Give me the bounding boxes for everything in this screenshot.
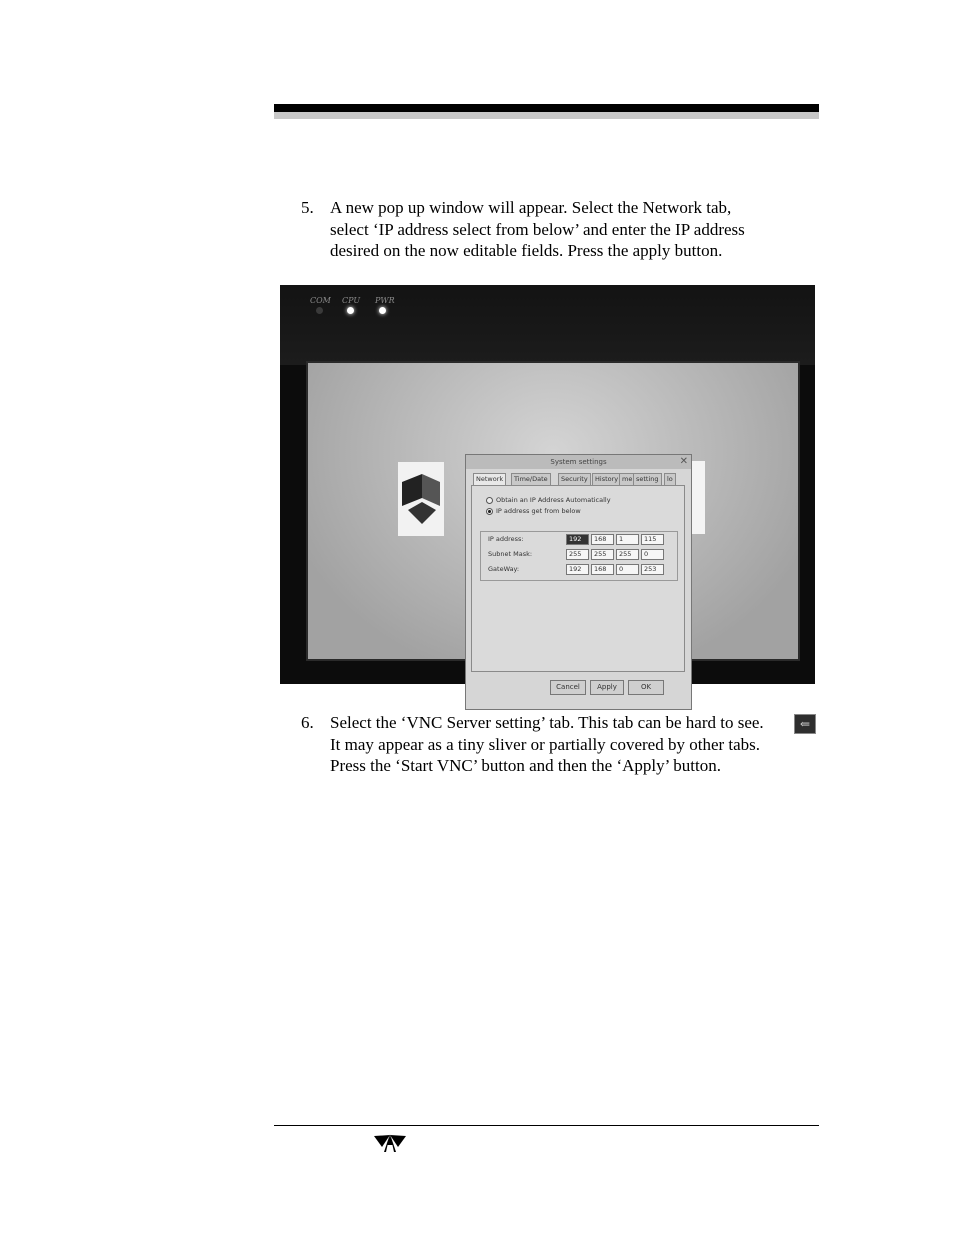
ip-octet-3[interactable]: 1 — [616, 534, 639, 545]
system-settings-dialog — [465, 454, 692, 710]
ip-octet-2[interactable]: 168 — [591, 534, 614, 545]
mask-octet-4[interactable]: 0 — [641, 549, 664, 560]
teledyne-logo-icon — [372, 1131, 408, 1158]
monitor-bezel — [280, 285, 815, 365]
ip-octet-1[interactable]: 192 — [566, 534, 589, 545]
tab-log[interactable]: lo — [664, 473, 676, 485]
gateway-label: GateWay: — [488, 565, 520, 573]
step-text — [330, 712, 825, 777]
gateway-octet-1[interactable]: 192 — [566, 564, 589, 575]
manual-ip-option[interactable] — [486, 507, 581, 515]
ip-settings-group — [480, 531, 678, 581]
step-line: Select the ‘VNC Server setting’ tab. This tab can be hard to see. — [330, 713, 764, 732]
led-label-pwr: PWR — [375, 296, 395, 305]
tab-security[interactable]: Security — [558, 473, 591, 485]
header-rule-shadow — [274, 112, 819, 119]
ok-button[interactable]: OK — [628, 680, 664, 695]
led-label-com: COM — [310, 296, 331, 305]
pwr-led-icon — [379, 307, 386, 314]
cancel-button[interactable]: Cancel — [550, 680, 586, 695]
ip-address-label: IP address: — [488, 535, 524, 543]
mask-octet-3[interactable]: 255 — [616, 549, 639, 560]
mask-octet-2[interactable]: 255 — [591, 549, 614, 560]
step-line: Press the ‘Start VNC’ button and then the ‘Apply’ button. — [330, 756, 721, 775]
cpu-led-icon — [347, 307, 354, 314]
step-line: A new pop up window will appear. Select the Network tab, — [330, 198, 732, 217]
subnet-mask-label: Subnet Mask: — [488, 550, 533, 558]
apply-button[interactable]: Apply — [590, 680, 624, 695]
gateway-octet-4[interactable]: 253 — [641, 564, 664, 575]
tab-network[interactable]: Network — [473, 473, 506, 485]
tab-me[interactable]: me — [619, 473, 635, 485]
back-arrow-icon[interactable]: ⇐ — [794, 714, 816, 734]
step-line: It may appear as a tiny sliver or partially covered by other tabs. — [330, 734, 761, 754]
screen-logo — [398, 462, 444, 536]
radio-selected-icon[interactable] — [486, 508, 493, 515]
step-line: desired on the now editable fields. Press the apply button. — [330, 241, 723, 260]
step-number: 6. — [301, 713, 314, 732]
step-number: 5. — [301, 198, 314, 217]
tab-history[interactable]: History — [592, 473, 621, 485]
step-line: select ‘IP address select from below’ and enter the IP address — [330, 219, 745, 239]
auto-ip-label: Obtain an IP Address Automatically — [496, 496, 611, 504]
network-panel — [471, 485, 685, 672]
gateway-octet-2[interactable]: 168 — [591, 564, 614, 575]
gateway-octet-3[interactable]: 0 — [616, 564, 639, 575]
tab-vnc-server-setting[interactable]: setting — [633, 473, 662, 485]
radio-icon[interactable] — [486, 497, 493, 504]
close-icon[interactable]: ✕ — [679, 456, 688, 467]
step-text — [330, 197, 825, 262]
ip-octet-4[interactable]: 115 — [641, 534, 664, 545]
teledyne-cube-icon — [400, 472, 442, 526]
mask-octet-1[interactable]: 255 — [566, 549, 589, 560]
led-label-cpu: CPU — [342, 296, 361, 305]
header-rule — [274, 104, 819, 112]
tab-time-date[interactable]: Time/Date — [511, 473, 551, 485]
dialog-title: System settings — [466, 455, 691, 469]
com-led-icon — [316, 307, 323, 314]
auto-ip-option[interactable] — [486, 496, 611, 504]
manual-ip-label: IP address get from below — [496, 507, 581, 515]
footer-rule — [274, 1125, 819, 1126]
